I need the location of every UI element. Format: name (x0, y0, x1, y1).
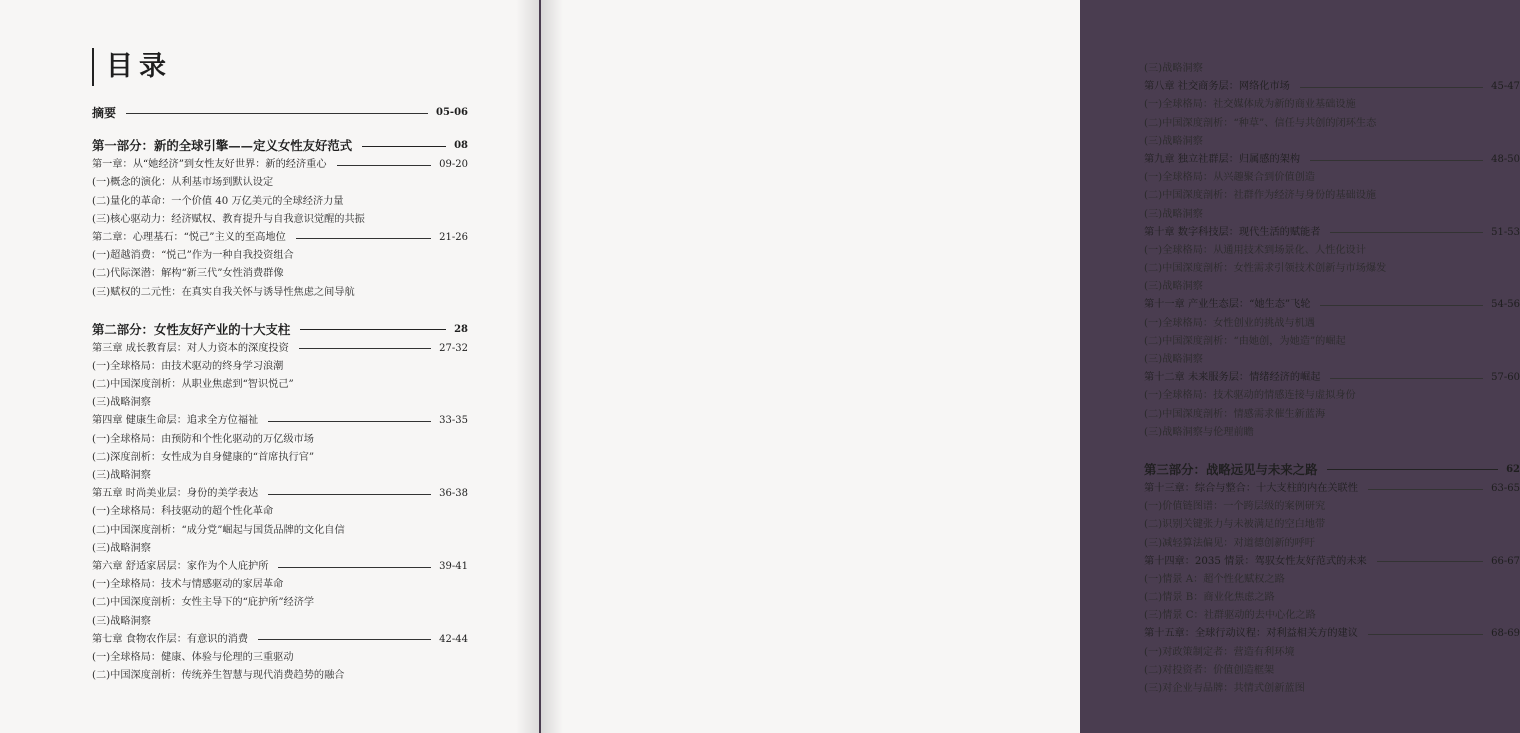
toc-subsection: (二)量化的革命：一个价值 40 万亿美元的全球经济力量 (92, 195, 344, 207)
leader-line (1368, 489, 1483, 490)
toc-chapter-entry (1144, 369, 1520, 387)
toc-chapter-entry (92, 340, 468, 358)
page-number: 62 (1506, 463, 1520, 475)
toc-subsection: (三)战略洞察 (92, 542, 151, 554)
toc-subsection: (三)减轻算法偏见：对道德创新的呼吁 (1144, 537, 1315, 549)
toc-chapter-entry (1144, 78, 1520, 96)
toc-subsection: (一)全球格局：技术驱动的情感连接与虚拟身份 (1144, 390, 1356, 402)
page-title: 目录 (106, 51, 172, 82)
toc-subsection: (三)对企业与品牌：共情式创新蓝图 (1144, 683, 1305, 694)
toc-chapter-title: 第八章 社交商务层：网络化市场 (1144, 81, 1290, 93)
page-number: 48-50 (1491, 153, 1520, 165)
toc-chapter-title: 第十四章：2035 情景：驾驭女性友好范式的未来 (1144, 555, 1367, 567)
toc-subsection: (二)代际深潜：解构“新三代”女性消费群像 (92, 268, 284, 280)
toc-subsection: (三)核心驱动力：经济赋权、教育提升与自我意识觉醒的共振 (92, 213, 365, 225)
leader-line (1310, 160, 1483, 161)
toc-subsection: (一)全球格局：科技驱动的超个性化革命 (92, 506, 274, 518)
toc-subsection: (二)中国深度剖析：女性需求引领技术创新与市场爆发 (1144, 263, 1387, 275)
leader-line (1327, 469, 1498, 470)
leader-line (1368, 634, 1483, 635)
toc-part-entry (92, 136, 468, 156)
page-number: 68-69 (1491, 628, 1520, 640)
toc-part-title: 第二部分：女性友好产业的十大支柱 (92, 321, 291, 337)
toc-chapter-entry (1144, 625, 1520, 643)
leader-line (300, 329, 446, 330)
toc-subsection: (三)战略洞察 (1144, 281, 1203, 293)
leader-line (1320, 305, 1483, 306)
title-block (92, 48, 172, 86)
page-number: 42-44 (439, 633, 468, 645)
toc-right-column (1144, 60, 1520, 698)
toc-chapter-title: 第六章 舒适家居层：家作为个人庇护所 (92, 560, 269, 572)
leader-line (1330, 378, 1483, 379)
toc-chapter-title: 第十五章：全球行动议程：对利益相关方的建议 (1144, 628, 1358, 640)
toc-summary-title: 摘要 (92, 106, 117, 120)
spacer (92, 302, 468, 320)
page-number: 08 (454, 140, 468, 152)
spacer (1144, 442, 1520, 460)
leader-line (1330, 232, 1483, 233)
toc-subsection: (三)战略洞察 (92, 470, 151, 481)
page-number: 66-67 (1491, 555, 1520, 567)
toc-chapter-entry (92, 156, 468, 174)
toc-subsection: (二)中国深度剖析：“种草”、信任与共创的闭环生态 (1144, 117, 1377, 129)
toc-chapter-title: 第三章 成长教育层：对人力资本的深度投资 (92, 342, 289, 354)
toc-subsection: (二)中国深度剖析：社群作为经济与身份的基础设施 (1144, 190, 1377, 202)
toc-subsection: (二)中国深度剖析：传统养生智慧与现代消费趋势的融合 (92, 670, 345, 682)
toc-chapter-entry (1144, 151, 1520, 169)
page-number: 33-35 (439, 415, 468, 427)
leader-line (1300, 87, 1483, 88)
leader-line (299, 348, 431, 349)
toc-part-title: 第三部分：战略远见与未来之路 (1144, 461, 1318, 477)
toc-subsection: (一)概念的演化：从利基市场到默认设定 (92, 177, 274, 189)
toc-chapter-title: 第十二章 未来服务层：情绪经济的崛起 (1144, 372, 1321, 384)
toc-subsection: (一)全球格局：社交媒体成为新的商业基础设施 (1144, 99, 1356, 111)
toc-chapter-entry (1144, 296, 1520, 314)
toc-part-title: 第一部分：新的全球引擎——定义女性友好范式 (92, 138, 353, 154)
toc-subsection: (二)中国深度剖析：女性主导下的“庇护所”经济学 (92, 597, 315, 609)
gutter-shadow (516, 0, 538, 733)
leader-line (1377, 561, 1483, 562)
page-number: 57-60 (1491, 372, 1520, 384)
leader-line (362, 146, 446, 147)
page-number: 05-06 (436, 107, 468, 118)
toc-left-column (92, 104, 468, 685)
toc-chapter-entry (92, 412, 468, 430)
spacer (92, 122, 468, 136)
page-number: 63-65 (1491, 482, 1520, 494)
toc-chapter-title: 第一章：从“她经济”到女性友好世界：新的经济重心 (92, 159, 327, 171)
toc-subsection: (二)中国深度剖析：“成分党”崛起与国货品牌的文化自信 (92, 524, 345, 536)
toc-chapter-title: 第九章 独立社群层：归属感的架构 (1144, 153, 1301, 165)
toc-chapter-entry (1144, 553, 1520, 571)
leader-line (337, 165, 432, 166)
toc-chapter-entry (1144, 480, 1520, 498)
toc-chapter-entry (92, 631, 468, 649)
toc-subsection: (一)全球格局：健康、体验与伦理的三重驱动 (92, 651, 294, 663)
leader-line (258, 639, 431, 640)
toc-subsection: (一)全球格局：从通用技术到场景化、人性化设计 (1144, 244, 1366, 256)
toc-chapter-title: 第十一章 产业生态层：“她生态”飞轮 (1144, 299, 1311, 311)
toc-chapter-entry (1144, 224, 1520, 242)
toc-chapter-title: 第五章 时尚美业层：身份的美学表达 (92, 488, 259, 500)
toc-subsection: (三)战略洞察 (1144, 63, 1203, 74)
page-number: 27-32 (439, 342, 468, 354)
toc-chapter-entry (92, 485, 468, 503)
leader-line (278, 567, 431, 568)
toc-chapter-title: 第二章：心理基石：“悦己”主义的至高地位 (92, 231, 286, 243)
page-number: 09-20 (439, 159, 468, 171)
page-number: 54-56 (1491, 299, 1520, 311)
toc-subsection: (三)赋权的二元性：在真实自我关怀与诱导性焦虑之间导航 (92, 286, 355, 298)
toc-subsection: (二)深度剖析：女性成为自身健康的“首席执行官” (92, 451, 315, 463)
toc-subsection: (一)全球格局：技术与情感驱动的家居革命 (92, 579, 284, 591)
toc-subsection: (二)对投资者：价值创造框架 (1144, 664, 1275, 676)
toc-subsection: (一)情景 A：超个性化赋权之路 (1144, 573, 1285, 585)
toc-chapter-title: 第十三章：综合与整合：十大支柱的内在关联性 (1144, 482, 1358, 494)
toc-subsection: (三)战略洞察 (1144, 208, 1203, 220)
toc-subsection: (一)全球格局：由技术驱动的终身学习浪潮 (92, 360, 284, 372)
toc-summary-entry (92, 104, 468, 122)
toc-subsection: (二)中国深度剖析：情感需求催生新蓝海 (1144, 408, 1326, 420)
toc-subsection: (三)战略洞察 (1144, 135, 1203, 147)
toc-subsection: (一)全球格局：由预防和个性化驱动的万亿级市场 (92, 433, 314, 445)
toc-subsection: (一)超越消费：“悦己”作为一种自我投资组合 (92, 250, 294, 262)
leader-line (296, 238, 431, 239)
toc-subsection: (一)对政策制定者：营造有利环境 (1144, 646, 1295, 658)
toc-chapter-title: 第十章 数字科技层：现代生活的赋能者 (1144, 226, 1321, 238)
page-number: 21-26 (439, 231, 468, 243)
left-page (0, 0, 539, 733)
toc-subsection: (三)情景 C：社群驱动的去中心化之路 (1144, 610, 1316, 622)
toc-subsection: (三)战略洞察 (92, 615, 151, 627)
gutter-shadow (541, 0, 563, 733)
page-number: 39-41 (439, 560, 468, 572)
page-number: 51-53 (1491, 226, 1520, 238)
toc-subsection: (二)情景 B：商业化焦虑之路 (1144, 592, 1275, 604)
toc-subsection: (三)战略洞察 (92, 397, 151, 409)
toc-chapter-title: 第七章 食物农作层：有意识的消费 (92, 633, 249, 645)
leader-line (268, 421, 431, 422)
leader-line (126, 113, 428, 114)
page-number: 28 (454, 323, 468, 335)
toc-chapter-entry (92, 229, 468, 247)
toc-chapter-title: 第四章 健康生命层：追求全方位福祉 (92, 415, 259, 427)
toc-subsection: (一)全球格局：从兴趣聚合到价值创造 (1144, 172, 1315, 184)
toc-part-entry (92, 320, 468, 340)
toc-subsection: (一)全球格局：女性创业的挑战与机遇 (1144, 317, 1315, 329)
toc-subsection: (二)中国深度剖析：“由她创，为她造”的崛起 (1144, 335, 1346, 347)
right-page (541, 0, 1520, 733)
page-number: 45-47 (1491, 81, 1520, 93)
toc-subsection: (一)价值链图谱：一个跨层级的案例研究 (1144, 501, 1326, 513)
leader-line (268, 494, 431, 495)
toc-subsection: (三)战略洞察 (1144, 354, 1203, 365)
toc-subsection: (二)识别关键张力与未被满足的空白地带 (1144, 519, 1326, 531)
page-number: 36-38 (439, 488, 468, 500)
toc-part-entry (1144, 460, 1520, 480)
toc-chapter-entry (92, 558, 468, 576)
toc-subsection: (二)中国深度剖析：从职业焦虑到“智识悦己” (92, 379, 294, 391)
toc-subsection: (三)战略洞察与伦理前瞻 (1144, 426, 1254, 438)
